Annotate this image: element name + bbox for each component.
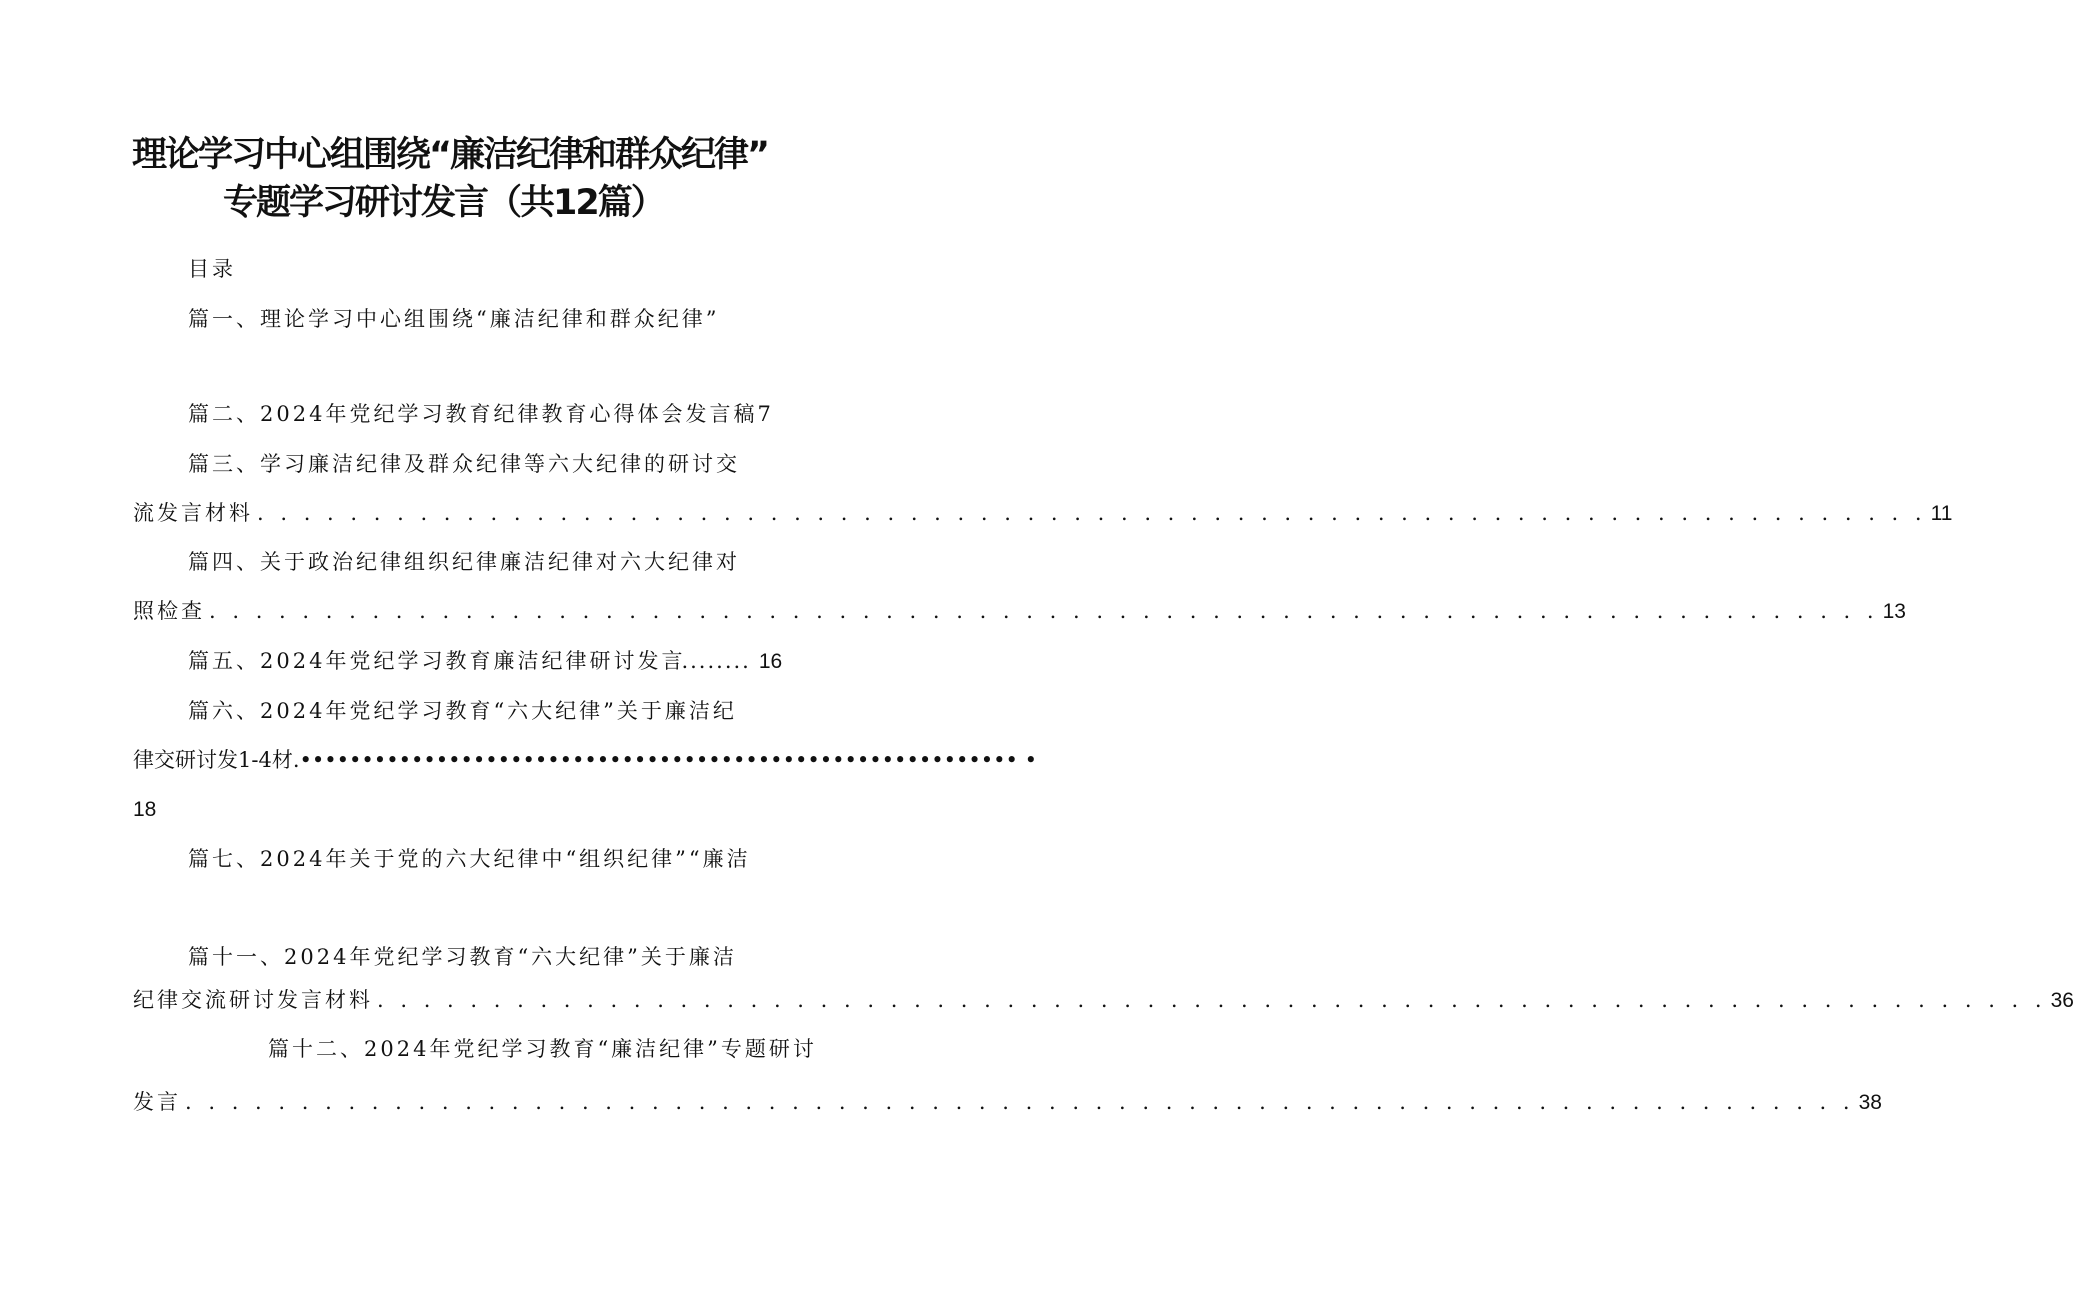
document-title-line-1: 理论学习中心组围绕“廉洁纪律和群众纪律” xyxy=(132,135,769,175)
toc-dot-leader xyxy=(209,597,1879,625)
toc-entry-5-page: 16 xyxy=(758,650,783,673)
toc-entry-5-dots: ........ xyxy=(681,649,751,673)
toc-entry-7[interactable]: 篇七、2024年关于党的六大纪律中“组织纪律”“廉洁 xyxy=(188,847,751,871)
toc-entry-11-page: 36 xyxy=(2050,989,2074,1012)
toc-entry-12-line-1[interactable]: 篇十二、2024年党纪学习教育“廉洁纪律”专题研讨 xyxy=(268,1037,817,1061)
toc-entry-5-text: 篇五、2024年党纪学习教育廉洁纪律研讨发言 xyxy=(188,649,686,673)
toc-entry-3-line-2[interactable] xyxy=(133,499,1953,528)
toc-entry-4-line-1[interactable]: 篇四、关于政治纪律组织纪律廉洁纪律对六大纪律对 xyxy=(188,550,740,574)
toc-dot-leader xyxy=(377,986,2047,1014)
toc-entry-12-page: 38 xyxy=(1858,1091,1882,1114)
toc-entry-3-line-1[interactable]: 篇三、学习廉洁纪律及群众纪律等六大纪律的研讨交 xyxy=(188,452,740,476)
toc-entry-12-line-2[interactable] xyxy=(133,1088,1882,1117)
toc-entry-11-line-2[interactable] xyxy=(133,986,2074,1015)
toc-entry-5[interactable] xyxy=(188,647,783,676)
toc-entry-11-line-1[interactable]: 篇十一、2024年党纪学习教育“六大纪律”关于廉洁 xyxy=(188,945,737,969)
toc-entry-6-line-1[interactable]: 篇六、2024年党纪学习教育“六大纪律”关于廉洁纪 xyxy=(188,699,737,723)
toc-entry-11-continuation: 纪律交流研讨发言材料 xyxy=(133,988,373,1012)
toc-entry-1[interactable]: 篇一、理论学习中心组围绕“廉洁纪律和群众纪律” xyxy=(188,307,720,331)
toc-dot-leader xyxy=(185,1088,1855,1116)
toc-dot-leader xyxy=(257,499,1927,527)
toc-entry-4-continuation: 照检查 xyxy=(133,599,205,623)
toc-entry-6-page: 18 xyxy=(133,798,157,821)
toc-entry-4-page: 13 xyxy=(1882,600,1906,623)
toc-entry-4-line-2[interactable] xyxy=(133,597,1906,626)
toc-entry-12-continuation: 发言 xyxy=(133,1090,181,1114)
toc-entry-2[interactable]: 篇二、2024年党纪学习教育纪律教育心得体会发言稿7 xyxy=(188,402,774,426)
document-title-line-2: 专题学习研讨发言（共12篇） xyxy=(223,183,664,223)
toc-entry-3-page: 11 xyxy=(1930,502,1953,525)
toc-entry-3-continuation: 流发言材料 xyxy=(133,501,253,525)
toc-entry-6-line-2[interactable]: 律交研讨发1-4材.•••••••••••••••••••••••••••••••••••••••••••••••••••••••••• • xyxy=(133,748,1037,772)
toc-heading: 目录 xyxy=(188,257,236,281)
